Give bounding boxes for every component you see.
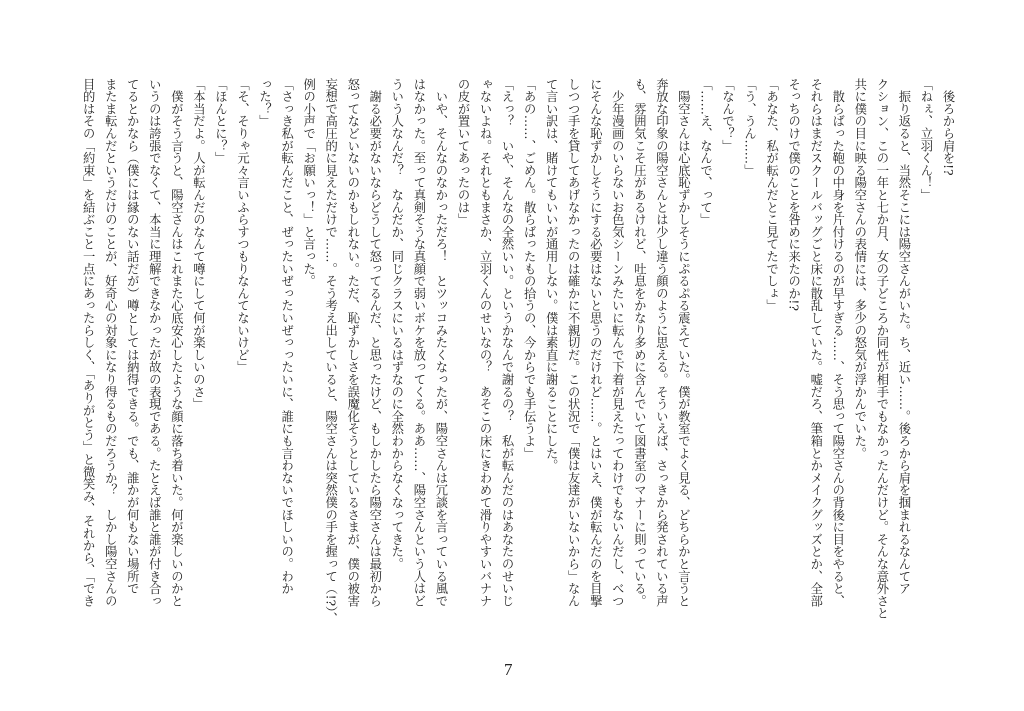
text-line: 目的はその「約束」を結ぶこと一点にあったらしく、「ありがとう」と微笑み、それから、「でき [81, 78, 96, 607]
text-line: 例の小声で「お願いっ！」と言った。 [301, 78, 316, 288]
text-line: 謝る必要がないならどうして怒ってるんだ、と思ったけど、もしかしたら陽空さんは最初から [367, 78, 382, 607]
text-line: 妄想で高圧的に見えただけで……。そう考え出していると、陽空さんは突然僕の手を握って（!?）、 [323, 78, 338, 625]
text-line: てるとかなら（僕には縁のない話だが）噂としては納得できる。でも、誰かが何もない場所で [125, 78, 140, 595]
text-line: はなかった。至って真剣そうな真顔で弱いボケを放ってくる。ああ……、陽空さんという人はど [411, 78, 426, 607]
text-line: 怒ってなどいないのかもしれない。ただ、恥ずかしさを誤魔化そうとしているさまが、僕の被害 [345, 78, 360, 607]
text-line: 共に僕の目に映る陽空さんの表情には、多少の怒気が浮かんでいた。 [852, 78, 867, 460]
text-line: いや、そんなのなかっただろ！ とツッコみたくなったが、陽空さんは冗談を言っている風で [433, 78, 448, 607]
text-line: 「あなた、私が転んだとこ見てたでしょ」 [764, 78, 779, 312]
text-line: 少年漫画のいらないお色気シーンみたいに転んで下着が見えたってわけでもないんだし、べつ [610, 78, 625, 607]
text-line: ゃないよね。それともまさか、立羽くんのせいなの？ あそこの床にきわめて滑りやすいバナナ [478, 78, 493, 607]
text-line: 後ろから肩を!? [941, 78, 955, 176]
text-line: 陽空さんは心底恥ずかしそうにぷるぷる震えていた。僕が教室でよく見る、どちらかと言うと [676, 78, 691, 607]
text-line: ういう人なんだ？ なんだか、同じクラスにいるはずなのに全然わからなくなってきた。 [389, 78, 404, 570]
text-line: いうのは誇張でなくて、本当に理解できなかったが故の表現である。たとえば誰と誰が付き合っ [147, 78, 162, 607]
page-number: 7 [504, 660, 513, 679]
text-line: 「なんで？」 [720, 78, 735, 152]
text-line: 「そ、そりゃ元々言いふらすつもりなんてないけど」 [235, 78, 250, 374]
text-line: 奔放な印象の陽空さんとは少し違う顔のように思える。そういえば、さっきから発されている声 [654, 78, 669, 607]
text-line: 「さっき私が転んだこと、ぜったいぜったいぜっったいに、誰にも言わないでほしいの。わか [279, 78, 294, 595]
text-line: 僕がそう言うと、陽空さんはこれまた心底安心したような顔に落ち着いた。何が楽しいのかと [169, 78, 184, 607]
text-line: の皮が置いてあったのは」 [455, 78, 470, 226]
text-line: 「……え、なんで、って」 [698, 78, 713, 226]
text-line: 「ほんとに？」 [213, 78, 228, 165]
text-line: 「えっ？ いや、そんなの全然いい。というかなんで謝るの？ 私が転んだのはあなたのせいじ [500, 78, 515, 607]
text-line: そっちのけで僕のことを咎めに来たのか!? [786, 78, 801, 311]
text-line: 「本当だよ。人が転んだのなんて噂にして何が楽しいのさ」 [191, 78, 206, 411]
text-line: 「ねぇ、立羽くん！」 [918, 78, 933, 201]
text-line: しつつ手を貸してあげなかったのは確かに不親切だ。この状況で「僕は友達がいないから」なん [566, 78, 581, 607]
text-line: 振り返ると、当然そこには陽空さんがいた。ち、近い……。後ろから肩を掴まれるなんてア [896, 78, 911, 595]
text-line: 「う、うん……」 [742, 78, 757, 177]
text-line: にそんな恥ずかしそうにする必要はないと思うのだけれど……。とはいえ、僕が転んだのを目撃 [588, 78, 603, 607]
text-line: 散らばった鞄の中身を片付けるのが早すぎる……、そう思って陽空さんの背後に目をやると、 [830, 78, 845, 607]
text-line: て言い訳は、賭けてもいいが通用しない。僕は素直に謝ることにした。 [544, 78, 559, 472]
text-line: それらはまだスクールバッグごと床に散乱していた。嘘だろ、筆箱とかメイクグッズとか、全部 [808, 78, 823, 607]
text-line: も、雰囲気こそ圧があるけれど、吐息をかなり多めに含んでいて図書室のマナーに則っている。 [632, 78, 647, 607]
body-text [77, 78, 959, 626]
text-line: またま転んだというだけのことが、好奇心の対象になり得るものだろうか？ しかし陽空さんの [103, 78, 118, 607]
text-line: 「あの……、ごめん。散らばったもの拾うの、今からでも手伝うよ」 [522, 78, 537, 460]
text-line: った？」 [257, 78, 272, 128]
text-line: クション、この一年と七か月、女の子どころか同性が相手でもなかったんだけど。そんな意外さと [874, 78, 889, 620]
